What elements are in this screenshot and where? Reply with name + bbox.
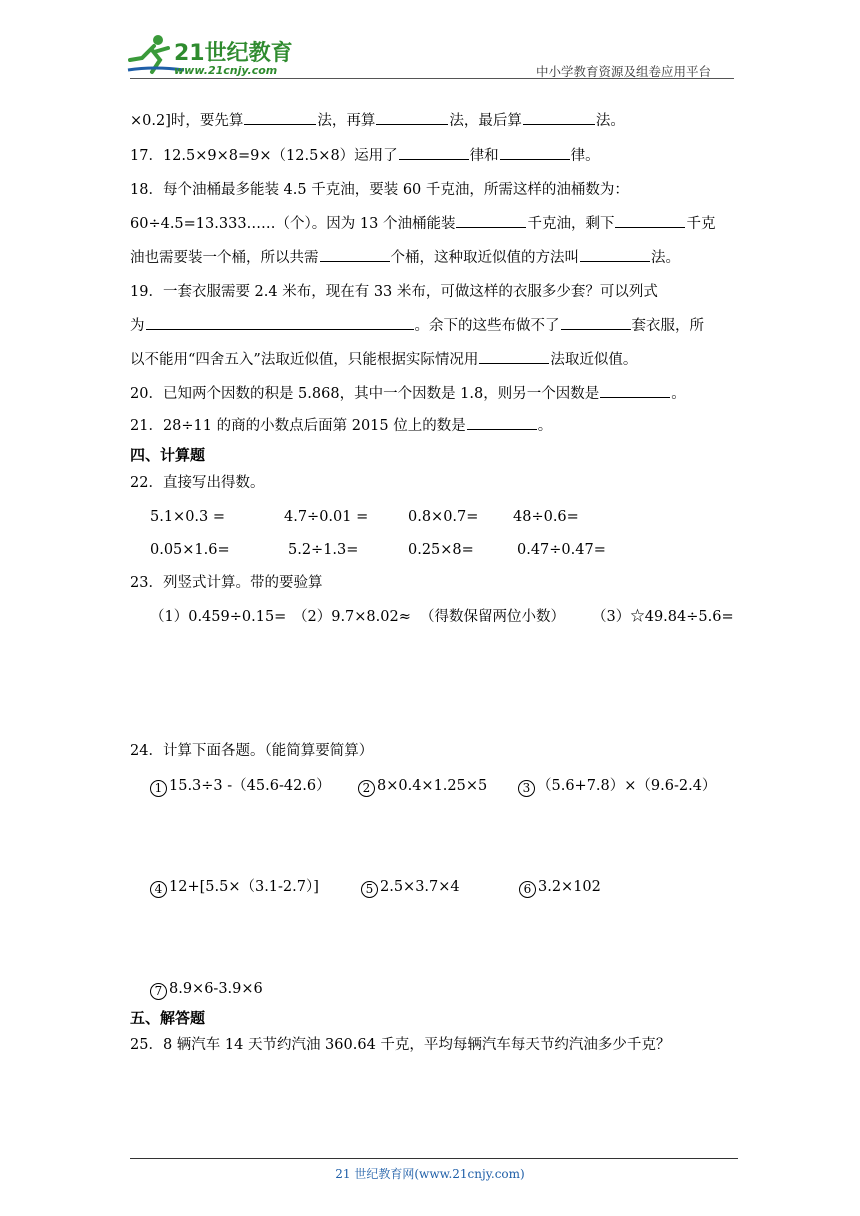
calc-expression: 8.9×6-3.9×6: [169, 981, 263, 997]
section-4-heading: 四、计算题: [130, 446, 206, 464]
platform-name: 中小学教育资源及组卷应用平台: [536, 64, 712, 79]
footer-link[interactable]: 21 世纪教育网(www.21cnjy.com): [335, 1167, 525, 1181]
answer-blank[interactable]: [561, 315, 631, 330]
svg-text:21世纪教育: 21世纪教育: [174, 41, 293, 66]
calc-item-5: [361, 877, 460, 898]
q18-text: 千克: [686, 216, 716, 232]
q20-text: 。: [671, 386, 686, 402]
footer-divider: [130, 1158, 738, 1159]
q16-text-c: 法，最后算: [449, 113, 522, 129]
q18-text: 个桶，这种取近似值的方法叫: [390, 250, 579, 266]
answer-blank[interactable]: [146, 315, 414, 330]
circled-number: 1: [150, 780, 167, 797]
circled-number: 5: [361, 881, 378, 898]
q17-text-c: 律。: [570, 148, 600, 164]
q16-text-d: 法。: [595, 113, 625, 129]
calc-expression: 3.2×102: [538, 879, 601, 895]
answer-blank[interactable]: [600, 383, 670, 398]
question-23-title: 23．列竖式计算。带的要验算: [130, 575, 323, 591]
question-19-line-2: [130, 315, 704, 336]
oral-calc-item: 0.05×1.6=: [150, 542, 230, 558]
calc-expression: 12+[5.5×（3.1-2.7）]: [169, 879, 319, 895]
header-divider: [130, 78, 734, 79]
calc-item-2: [358, 776, 487, 797]
question-16-tail: [130, 110, 625, 131]
q16-text-b: 法，再算: [317, 113, 376, 129]
question-18-line-1: 18．每个油桶最多能装 4.5 千克油，要装 60 千克油，所需这样的油桶数为：: [130, 182, 629, 198]
answer-blank[interactable]: [500, 145, 570, 160]
svg-text:www.21cnjy.com: www.21cnjy.com: [174, 64, 278, 77]
q21-text: 。: [537, 418, 553, 434]
calc-expression: 2.5×3.7×4: [380, 879, 460, 895]
q19-text: 套衣服，所: [631, 318, 704, 334]
question-21: [130, 415, 552, 436]
q17-text-b: 律和: [469, 148, 499, 164]
oral-calc-item: 0.25×8=: [408, 542, 474, 558]
site-logo[interactable]: [124, 30, 294, 78]
calc-item-1: [150, 776, 331, 797]
answer-blank[interactable]: [320, 247, 390, 262]
answer-blank[interactable]: [456, 213, 526, 228]
rounding-note: （得数保留两位小数）: [420, 609, 565, 625]
question-22-title: 22．直接写出得数。: [130, 475, 265, 491]
answer-blank[interactable]: [399, 145, 469, 160]
oral-calc-item: 5.1×0.3 =: [150, 509, 226, 525]
q18-text: 千克油，剩下: [527, 216, 615, 232]
vertical-calc-item: （1）0.459÷0.15=: [150, 609, 287, 625]
answer-blank[interactable]: [376, 110, 448, 125]
q19-text: 以不能用“四舍五入”法取近似值，只能根据实际情况用: [130, 352, 479, 368]
calc-item-6: [519, 877, 601, 898]
circled-number: 7: [150, 983, 167, 1000]
question-19-line-3: [130, 349, 637, 370]
question-18-line-3: [130, 247, 680, 268]
oral-calc-item: 0.47÷0.47=: [517, 542, 606, 558]
oral-calc-item: 48÷0.6=: [513, 509, 579, 525]
q18-text: 油也需要装一个桶，所以共需: [130, 250, 319, 266]
q19-text: 为: [130, 318, 145, 334]
q17-text-a: 17．12.5×9×8=9×（12.5×8）运用了: [130, 148, 398, 164]
question-25: 25．8 辆汽车 14 天节约汽油 360.64 千克，平均每辆汽车每天节约汽油多少千克？: [130, 1037, 671, 1053]
calc-expression: （5.6+7.8）×（9.6-2.4）: [537, 778, 717, 794]
question-19-line-1: 19．一套衣服需要 2.4 米布，现在有 33 米布，可做这样的衣服多少套？可以列式: [130, 284, 658, 300]
answer-blank[interactable]: [615, 213, 685, 228]
calc-expression: 15.3÷3 -（45.6-42.6）: [169, 778, 331, 794]
q19-text: 法取近似值。: [550, 352, 638, 368]
vertical-calc-item: （2）9.7×8.02≈: [293, 609, 411, 625]
oral-calc-item: 4.7÷0.01 =: [284, 509, 369, 525]
circled-number: 3: [518, 780, 535, 797]
question-18-line-2: [130, 213, 715, 234]
answer-blank[interactable]: [479, 349, 549, 364]
q18-text: 法。: [651, 250, 680, 266]
question-20: [130, 383, 686, 404]
oral-calc-item: 5.2÷1.3=: [288, 542, 359, 558]
calc-item-3: [518, 776, 716, 797]
q16-text-a: ×0.2]时，要先算: [130, 113, 244, 129]
vertical-calc-item: （3）☆49.84÷5.6=: [592, 609, 734, 625]
circled-number: 4: [150, 881, 167, 898]
answer-blank[interactable]: [244, 110, 316, 125]
section-5-heading: 五、解答题: [130, 1009, 206, 1027]
oral-calc-item: 0.8×0.7=: [408, 509, 479, 525]
answer-blank[interactable]: [580, 247, 650, 262]
calc-item-7: [150, 979, 263, 1000]
question-24-title: 24．计算下面各题。（能简算要简算）: [130, 743, 374, 759]
calc-item-4: [150, 877, 319, 898]
circled-number: 2: [358, 780, 375, 797]
runner-logo-icon: [124, 30, 294, 78]
q18-text: 60÷4.5=13.333……（个）。因为 13 个油桶能装: [130, 216, 456, 232]
q20-text: 20．已知两个因数的积是 5.868，其中一个因数是 1.8，则另一个因数是: [130, 386, 600, 402]
answer-blank[interactable]: [523, 110, 595, 125]
calc-expression: 8×0.4×1.25×5: [377, 778, 488, 794]
question-17: [130, 145, 600, 166]
answer-blank[interactable]: [467, 415, 537, 430]
q21-text: 21．28÷11 的商的小数点后面第 2015 位上的数是: [130, 418, 466, 434]
circled-number: 6: [519, 881, 536, 898]
q19-text: 。余下的这些布做不了: [414, 318, 560, 334]
